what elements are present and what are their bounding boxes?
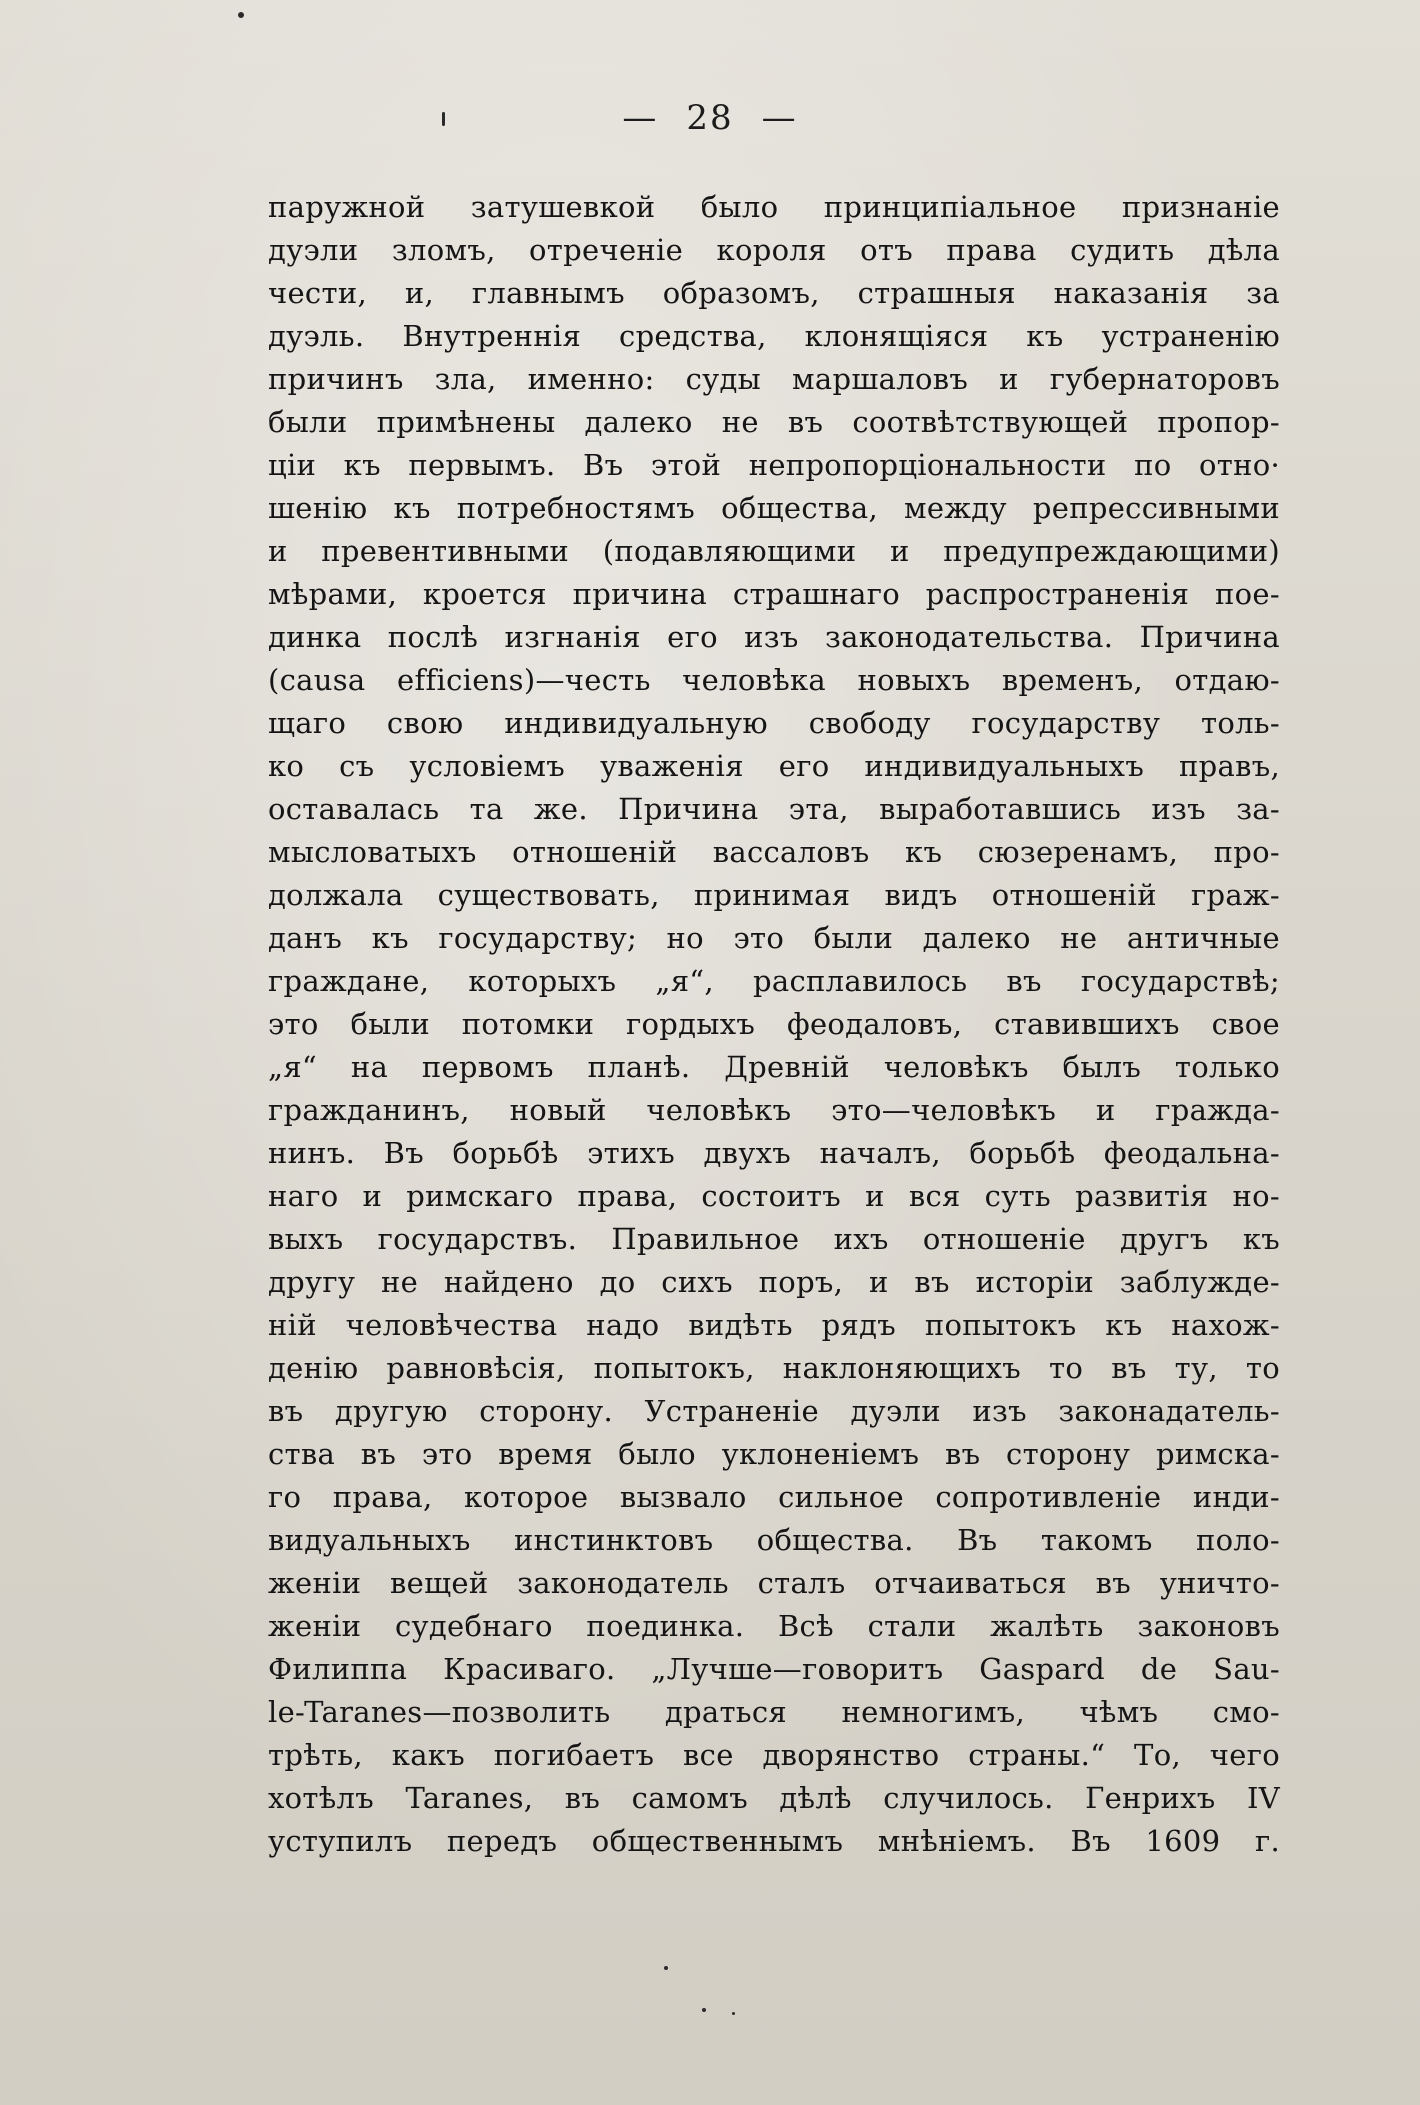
text-line: женіи судебнаго поединка. Всѣ стали жалѣть законовъ: [268, 1609, 1280, 1643]
page-number-value: 28: [686, 98, 734, 138]
text-line: дуэль. Внутреннія средства, клонящіяся къ устраненію: [268, 319, 1280, 353]
text-line: Филиппа Красиваго. „Лучше—говоритъ Gaspard de Sau-: [268, 1652, 1280, 1686]
text-line: выхъ государствъ. Правильное ихъ отношеніе другъ къ: [268, 1222, 1280, 1256]
text-line: ства въ это время было уклоненіемъ въ сторону римска-: [268, 1437, 1280, 1471]
ink-speck: [702, 2008, 706, 2012]
text-line: это были потомки гордыхъ феодаловъ, ставившихъ свое: [268, 1007, 1280, 1041]
text-line: „я“ на первомъ планѣ. Древній человѣкъ былъ только: [268, 1050, 1280, 1084]
text-line: динка послѣ изгнанія его изъ законодательства. Причина: [268, 620, 1280, 654]
page-number: [0, 98, 1420, 138]
text-line: ній человѣчества надо видѣть рядъ попытокъ къ нахож-: [268, 1308, 1280, 1342]
text-line: го права, которое вызвало сильное сопротивленіе инди-: [268, 1480, 1280, 1514]
ink-speck: [664, 1966, 668, 1970]
text-line: паружной затушевкой было принципіальное признаніе: [268, 190, 1280, 224]
text-line: наго и римскаго права, состоитъ и вся суть развитія но-: [268, 1179, 1280, 1213]
text-line: должала существовать, принимая видъ отношеній граж-: [268, 878, 1280, 912]
text-line: гражданинъ, новый человѣкъ это—человѣкъ и гражда-: [268, 1093, 1280, 1127]
text-line: оставалась та же. Причина эта, выработавшись изъ за-: [268, 792, 1280, 826]
text-line: ко съ условіемъ уваженія его индивидуальныхъ правъ,: [268, 749, 1280, 783]
ink-speck: [732, 2012, 735, 2015]
text-line: въ другую сторону. Устраненіе дуэли изъ законадатель-: [268, 1394, 1280, 1428]
text-line: чести, и, главнымъ образомъ, страшныя наказанія за: [268, 276, 1280, 310]
text-line: видуальныхъ инстинктовъ общества. Въ такомъ поло-: [268, 1523, 1280, 1557]
text-line: дуэли зломъ, отреченіе короля отъ права судить дѣла: [268, 233, 1280, 267]
text-line: данъ къ государству; но это были далеко не античные: [268, 921, 1280, 955]
text-line: уступилъ передъ общественнымъ мнѣніемъ. Въ 1609 г.: [268, 1824, 1280, 1858]
text-line: и превентивными (подавляющими и предупреждающими): [268, 534, 1280, 568]
text-line: денію равновѣсія, попытокъ, наклоняющихъ то въ ту, то: [268, 1351, 1280, 1385]
text-line: граждане, которыхъ „я“, расплавилось въ государствѣ;: [268, 964, 1280, 998]
text-line: были примѣнены далеко не въ соотвѣтствующей пропор-: [268, 405, 1280, 439]
text-line: шенію къ потребностямъ общества, между репрессивными: [268, 491, 1280, 525]
text-line: мѣрами, кроется причина страшнаго распространенія пое-: [268, 577, 1280, 611]
text-line: щаго свою индивидуальную свободу государству толь-: [268, 706, 1280, 740]
text-line: трѣть, какъ погибаетъ все дворянство страны.“ То, чего: [268, 1738, 1280, 1772]
text-line: (causa efficiens)—честь человѣка новыхъ временъ, отдаю-: [268, 663, 1280, 697]
text-line: le-Taranes—позволить драться немногимъ, чѣмъ смо-: [268, 1695, 1280, 1729]
text-line: женіи вещей законодатель сталъ отчаиваться въ уничто-: [268, 1566, 1280, 1600]
page-number-dash-left: —: [622, 98, 659, 138]
body-text: [268, 186, 1280, 1863]
page-number-dash-right: —: [761, 98, 798, 138]
text-line: хотѣлъ Taranes, въ самомъ дѣлѣ случилось. Генрихъ IV: [268, 1781, 1280, 1815]
ink-speck: [238, 12, 244, 18]
text-line: другу не найдено до сихъ поръ, и въ исторіи заблужде-: [268, 1265, 1280, 1299]
text-line: нинъ. Въ борьбѣ этихъ двухъ началъ, борьбѣ феодальна-: [268, 1136, 1280, 1170]
text-line: ціи къ первымъ. Въ этой непропорціональности по отно·: [268, 448, 1280, 482]
text-line: причинъ зла, именно: суды маршаловъ и губернаторовъ: [268, 362, 1280, 396]
text-line: мысловатыхъ отношеній вассаловъ къ сюзеренамъ, про-: [268, 835, 1280, 869]
